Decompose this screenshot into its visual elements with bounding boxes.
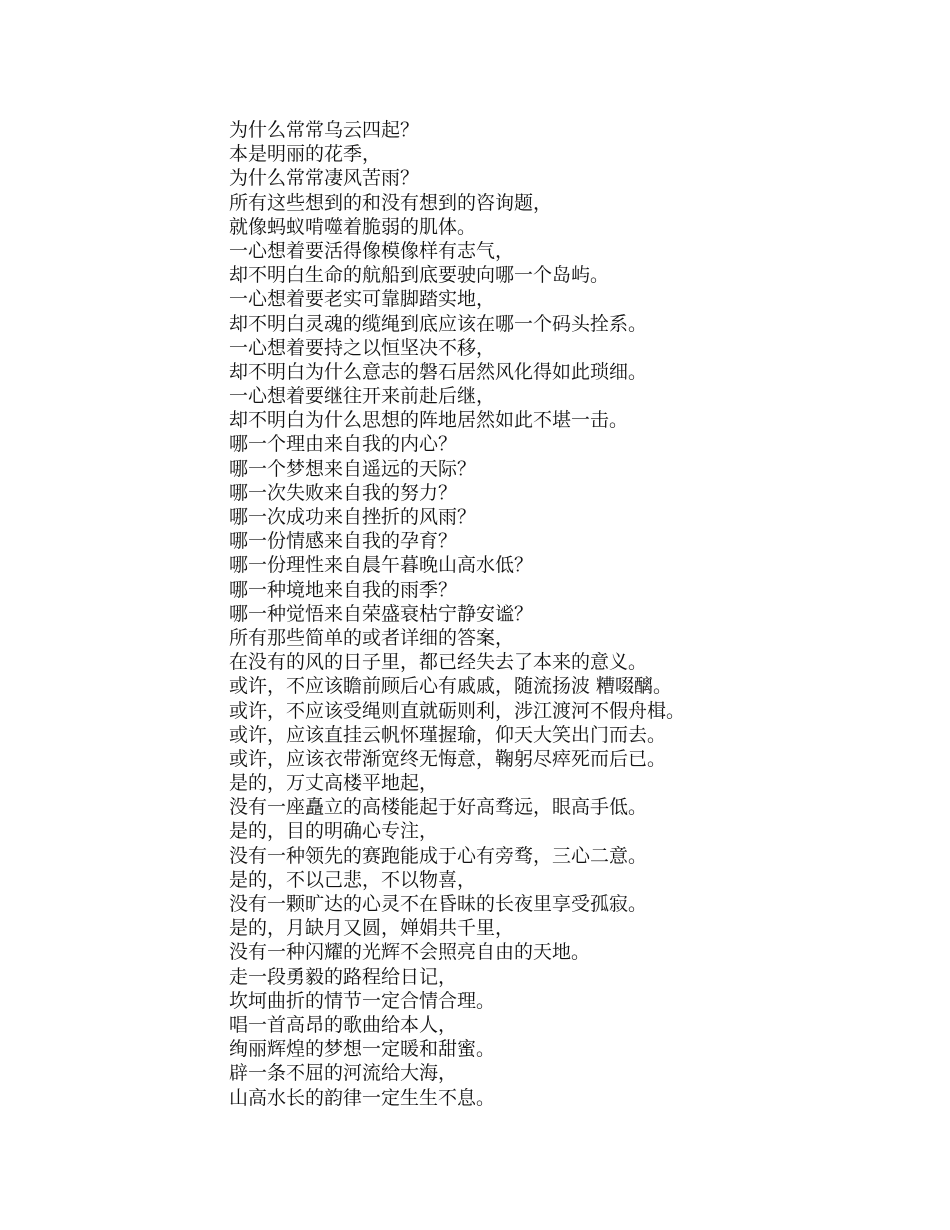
- poem-line: 为什么常常乌云四起？: [229, 119, 420, 141]
- poem-line: 为什么常常凄风苦雨？: [229, 167, 420, 190]
- poem-line: 走一段勇毅的路程给日记，: [229, 965, 458, 988]
- poem-line: 一心想着要老实可靠脚踏实地，: [229, 288, 496, 311]
- poem-line: 没有一颗旷达的心灵不在昏昧的长夜里享受孤寂。: [229, 893, 648, 915]
- poem-line: 在没有的风的日子里，都已经失去了本来的意义。: [229, 651, 648, 674]
- poem-line: 哪一份情感来自我的孕育？: [229, 530, 458, 553]
- poem-line: 哪一种境地来自我的雨季？: [229, 578, 458, 601]
- poem-line: 一心想着要活得像模像样有志气，: [229, 239, 515, 262]
- poem-line: 没有一种闪耀的光辉不会照亮自由的天地。: [229, 941, 591, 964]
- poem-line: 没有一座矗立的高楼能起于好高骛远，眼高手低。: [229, 796, 648, 819]
- poem-line: 却不明白生命的航船到底要驶向哪一个岛屿。: [229, 264, 610, 287]
- poem-line: 或许，不应该受绳则直就砺则利，涉江渡河不假舟楫。: [229, 699, 686, 722]
- poem-line: 一心想着要持之以恒坚决不移，: [229, 336, 496, 359]
- poem-line: 本是明丽的花季，: [229, 143, 382, 166]
- poem-line: 或许，应该衣带渐宽终无悔意，鞠躬尽瘁死而后已。: [229, 747, 667, 770]
- poem-line: 一心想着要继往开来前赴后继，: [229, 385, 496, 408]
- poem-line: 所有这些想到的和没有想到的咨询题，: [229, 191, 553, 214]
- poem-line: 或许，不应该瞻前顾后心有戚戚，随流扬波 糟啜醨。: [229, 675, 673, 698]
- poem-line: 唱一首高昂的歌曲给本人，: [229, 1013, 458, 1036]
- poem-line: 哪一个理由来自我的内心？: [229, 433, 458, 456]
- poem-line: 却不明白为什么思想的阵地居然如此不堪一击。: [229, 409, 629, 432]
- poem-line: 是的，不以己悲，不以物喜，: [229, 868, 477, 891]
- poem-line: 坎坷曲折的情节一定合情合理。: [229, 989, 496, 1012]
- poem-line: 却不明白灵魂的缆绳到底应该在哪一个码头拴系。: [229, 312, 648, 335]
- poem-line: 却不明白为什么意志的磐石居然风化得如此琐细。: [229, 360, 648, 383]
- poem-line: 辟一条不屈的河流给大海，: [229, 1062, 458, 1085]
- poem-line: 是的，月缺月又圆，婵娟共千里，: [229, 917, 515, 940]
- poem-line: 绚丽辉煌的梦想一定暖和甜蜜。: [229, 1038, 496, 1061]
- poem-line: 是的，万丈高楼平地起，: [229, 772, 439, 795]
- poem-line: 就像蚂蚁啃噬着脆弱的肌体。: [229, 215, 477, 238]
- poem-line: 哪一次成功来自挫折的风雨？: [229, 506, 477, 528]
- poem-line: 哪一次失败来自我的努力？: [229, 481, 458, 504]
- poem-line: 山高水长的韵律一定生生不息。: [229, 1086, 496, 1109]
- poem-body: [229, 118, 929, 1110]
- poem-line: 哪一种觉悟来自荣盛衰枯宁静安谧？: [229, 602, 534, 625]
- poem-line: 没有一种领先的赛跑能成于心有旁骛，三心二意。: [229, 844, 648, 867]
- poem-line: 所有那些简单的或者详细的答案，: [229, 626, 515, 649]
- poem-line: 哪一个梦想来自遥远的天际？: [229, 457, 477, 480]
- poem-line: 或许，应该直挂云帆怀瑾握瑜，仰天大笑出门而去。: [229, 723, 667, 746]
- poem-line: 是的，目的明确心专注，: [229, 820, 439, 843]
- poem-line: 哪一份理性来自晨午暮晚山高水低？: [229, 554, 534, 577]
